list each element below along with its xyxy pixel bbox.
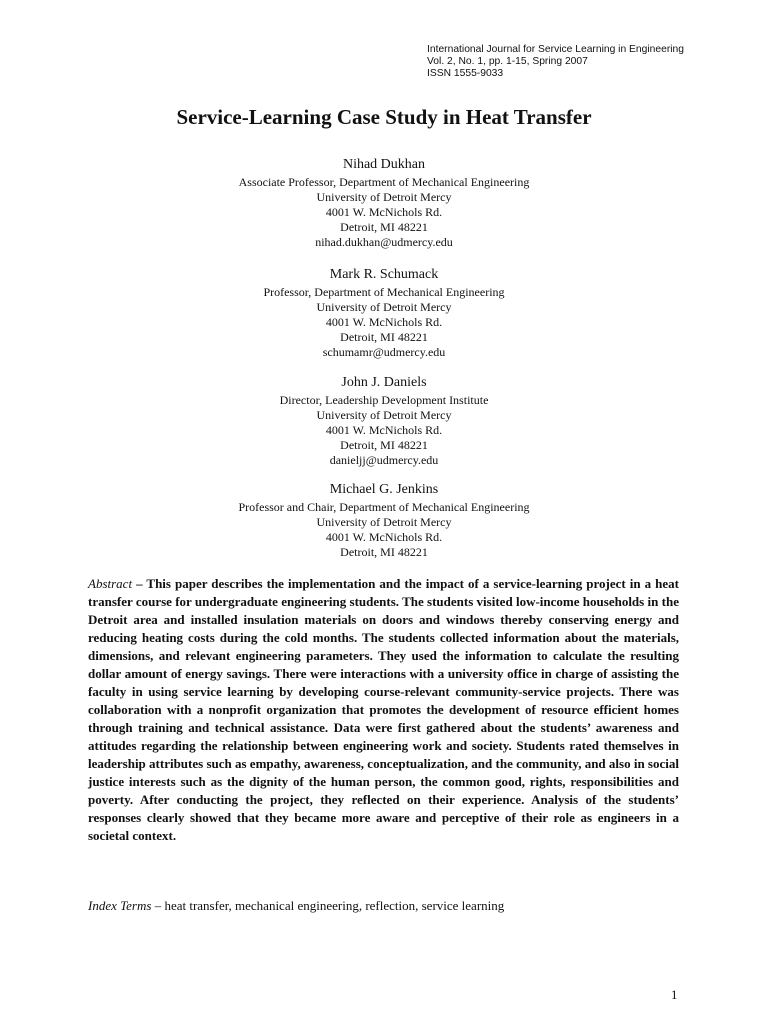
author-name: John J. Daniels: [341, 375, 427, 390]
index-terms-label: Index Terms: [88, 898, 152, 913]
author-name: Mark R. Schumack: [329, 267, 439, 282]
journal-issn: ISSN 1555-9033: [427, 68, 504, 79]
abstract: [88, 575, 679, 845]
author-institution: University of Detroit Mercy: [316, 408, 452, 422]
author-email: nihad.dukhan@udmercy.edu: [315, 235, 453, 249]
abstract-text: This paper describes the implementation and the impact of a service-learning project in a heat transfer course for undergraduate engineering students. The students visited low-income households in the Detroit area and installed insulation materials on doors and windows thereby conserving energy and reducing heating costs during the cold months. The students collected information about the materials, dimensions, and relevant engineering parameters. They used the information to calculate the resulting dollar amount of energy savings. There were interactions with a university office in charge of assisting the faculty in using service learning by developing course-relevant community-service projects. There was collaboration with a nonprofit organization that promotes the development of resource efficient homes through training and technical assistance. Data were first gathered about the students’ awareness and attitudes regarding the relationship between engineering work and society. Students rated themselves in leadership attributes such as empathy, awareness, conceptualization, and the community, and also in social justice interests such as the dignity of the human person, the common good, rights, responsibilities and poverty. After conducting the project, they reflected on their experience. Analysis of the students’ responses clearly showed that they became more aware and perceptive of their role as engineers in a societal context.: [88, 576, 680, 843]
author-city: Detroit, MI 48221: [340, 438, 428, 452]
abstract-dash: –: [132, 576, 147, 591]
author-street: 4001 W. McNichols Rd.: [325, 205, 443, 219]
author-city: Detroit, MI 48221: [340, 220, 428, 234]
paper-title: Service-Learning Case Study in Heat Transfer: [176, 105, 592, 129]
index-terms-text: heat transfer, mechanical engineering, reflection, service learning: [164, 898, 505, 913]
author-block-2: [0, 266, 768, 360]
author-city: Detroit, MI 48221: [340, 545, 428, 559]
author-name: Michael G. Jenkins: [329, 482, 439, 497]
author-block-1: [0, 156, 768, 250]
author-city: Detroit, MI 48221: [340, 330, 428, 344]
author-block-4: [0, 481, 768, 560]
author-street: 4001 W. McNichols Rd.: [325, 315, 443, 329]
journal-volume-info: Vol. 2, No. 1, pp. 1-15, Spring 2007: [427, 56, 588, 67]
page-number: 1: [671, 987, 678, 1002]
author-institution: University of Detroit Mercy: [316, 515, 452, 529]
author-position: Professor and Chair, Department of Mechanical Engineering: [238, 500, 530, 514]
author-name: Nihad Dukhan: [342, 157, 426, 172]
index-terms-dash: –: [151, 898, 165, 913]
author-position: Director, Leadership Development Institute: [279, 393, 489, 407]
abstract-label: Abstract: [88, 576, 133, 591]
author-position: Professor, Department of Mechanical Engineering: [263, 285, 505, 299]
author-street: 4001 W. McNichols Rd.: [325, 423, 443, 437]
author-block-3: [0, 374, 768, 468]
author-street: 4001 W. McNichols Rd.: [325, 530, 443, 544]
journal-header: [427, 44, 684, 80]
author-email: danieljj@udmercy.edu: [329, 453, 439, 467]
journal-name: International Journal for Service Learning in Engineering: [427, 44, 685, 55]
index-terms: [88, 897, 504, 915]
author-position: Associate Professor, Department of Mechanical Engineering: [238, 175, 530, 189]
author-institution: University of Detroit Mercy: [316, 190, 452, 204]
author-email: schumamr@udmercy.edu: [322, 345, 446, 359]
author-institution: University of Detroit Mercy: [316, 300, 452, 314]
